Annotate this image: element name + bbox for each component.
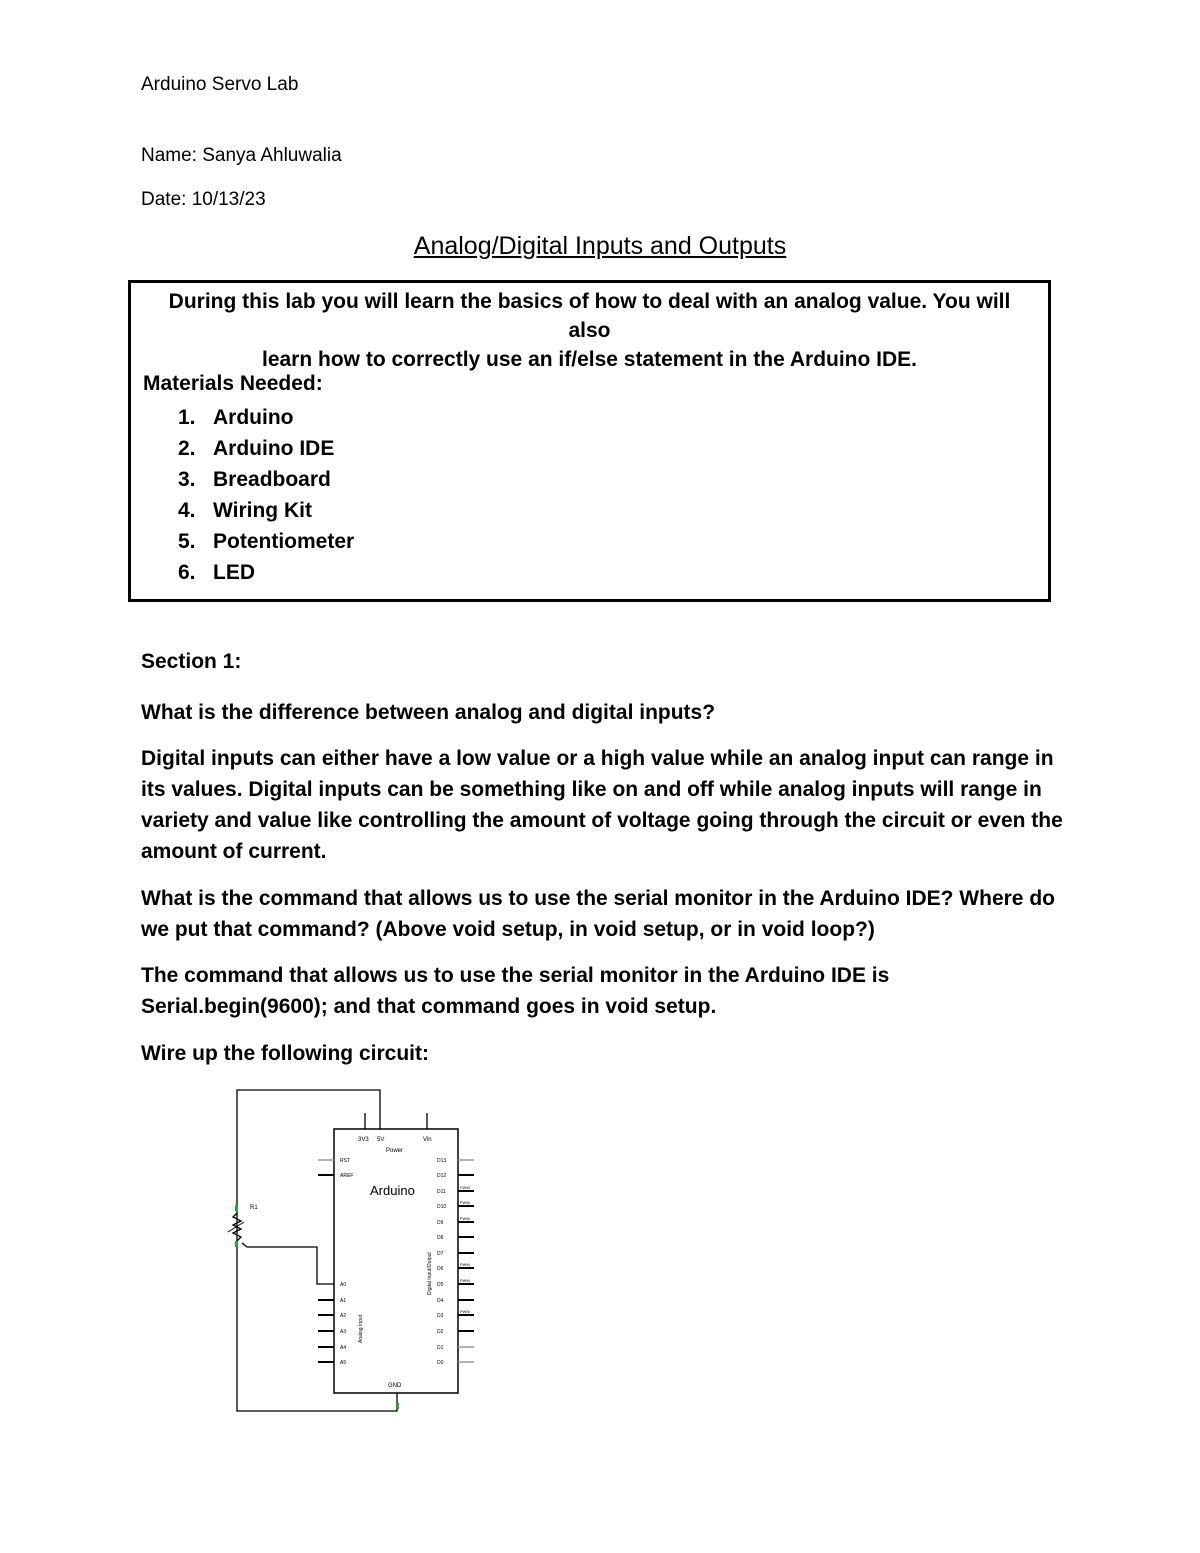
circuit-diagram — [220, 1085, 490, 1420]
pin-label: D7 — [437, 1251, 444, 1257]
answer-2: The command that allows us to use the serial monitor in the Arduino IDE is Serial.begin(9600); and that command goes in void setup. — [141, 964, 890, 1018]
digital-side-label: Digital Input/Output — [427, 1252, 433, 1295]
materials-list — [143, 402, 354, 588]
date-line: Date: 10/13/23 — [141, 189, 266, 210]
pin-label: 3V3 — [358, 1137, 369, 1143]
pin-label: D4 — [437, 1298, 444, 1304]
pin-label: D1 — [437, 1345, 444, 1351]
pin-label: D6 — [437, 1266, 444, 1272]
pin-label: 5V — [377, 1137, 385, 1143]
pin-label: A1 — [340, 1298, 347, 1304]
list-item: 1. Arduino — [178, 406, 294, 429]
info-box — [128, 280, 1051, 602]
green-marker — [235, 1205, 238, 1211]
pin-label: D10 — [437, 1204, 447, 1210]
list-item: 3. Breadboard — [178, 468, 331, 491]
list-item: 5. Potentiometer — [178, 530, 355, 553]
resistor-label: R1 — [250, 1205, 258, 1211]
pin-label: A0 — [340, 1282, 347, 1288]
pin-label: D8 — [437, 1235, 444, 1241]
analog-side-label: Analog Input — [358, 1314, 364, 1343]
lab-heading: Analog/Digital Inputs and Outputs — [413, 232, 787, 260]
pin-label: AREF — [340, 1173, 354, 1179]
pin-label: A3 — [340, 1329, 347, 1335]
arduino-board — [334, 1129, 458, 1393]
pin-label: D5 — [437, 1282, 444, 1288]
pwm-tag: PWM — [460, 1185, 470, 1190]
pin-label: D11 — [437, 1189, 446, 1195]
green-marker — [396, 1403, 399, 1409]
answer-1: Digital inputs can either have a low value or a high value while an analog input can range in its values. Digital inputs can be something like on and off while analog inputs will range in variety and value like controlling the amount of voltage going through the circuit or even the amount of current. — [141, 747, 1063, 863]
intro-line-1: During this lab you will learn the basics of how to deal with an analog value. You will also — [168, 290, 1011, 342]
pin-label: D12 — [437, 1173, 447, 1179]
right-pins — [458, 1160, 474, 1362]
pin-label: D9 — [437, 1220, 444, 1226]
left-pins — [318, 1160, 334, 1362]
pwm-tag: PWM — [460, 1216, 470, 1221]
pin-label: Vin — [423, 1137, 432, 1143]
board-label: Arduino — [370, 1183, 415, 1198]
wire-gnd — [237, 1325, 397, 1411]
section-1-label: Section 1: — [141, 650, 242, 673]
wire-5v — [237, 1090, 380, 1325]
pin-label: D3 — [437, 1313, 444, 1319]
intro-text — [131, 287, 1048, 374]
list-item: 4. Wiring Kit — [178, 499, 312, 522]
pin-label: A5 — [340, 1360, 347, 1366]
pin-label: A2 — [340, 1313, 347, 1319]
intro-line-2: learn how to correctly use an if/else statement in the Arduino IDE. — [261, 348, 918, 371]
materials-label: Materials Needed: — [143, 372, 323, 395]
question-2: What is the command that allows us to use the serial monitor in the Arduino IDE? Where do we put that command? (Above void setup, in void setup, or in void loop?) — [141, 887, 1055, 941]
pin-label: A4 — [340, 1345, 347, 1351]
question-3: Wire up the following circuit: — [141, 1042, 429, 1065]
list-item: 6. LED — [178, 561, 255, 584]
pin-label: GND — [388, 1383, 402, 1389]
pin-label: D0 — [437, 1360, 444, 1366]
pin-label: RST — [340, 1158, 350, 1164]
pwm-tag: PWM — [460, 1278, 470, 1283]
document-title: Arduino Servo Lab — [141, 74, 299, 95]
name-line: Name: Sanya Ahluwalia — [141, 145, 342, 166]
pwm-tag: PWM — [460, 1309, 470, 1314]
wire-a0 — [242, 1243, 334, 1284]
pin-label: D13 — [437, 1158, 447, 1164]
pwm-tag: PWM — [460, 1262, 470, 1267]
pin-label: D2 — [437, 1329, 444, 1335]
power-label: Power — [386, 1148, 404, 1154]
list-item: 2. Arduino IDE — [178, 437, 335, 460]
question-1: What is the difference between analog and digital inputs? — [141, 701, 716, 724]
pwm-tag: PWM — [460, 1200, 470, 1205]
green-marker — [235, 1241, 238, 1247]
